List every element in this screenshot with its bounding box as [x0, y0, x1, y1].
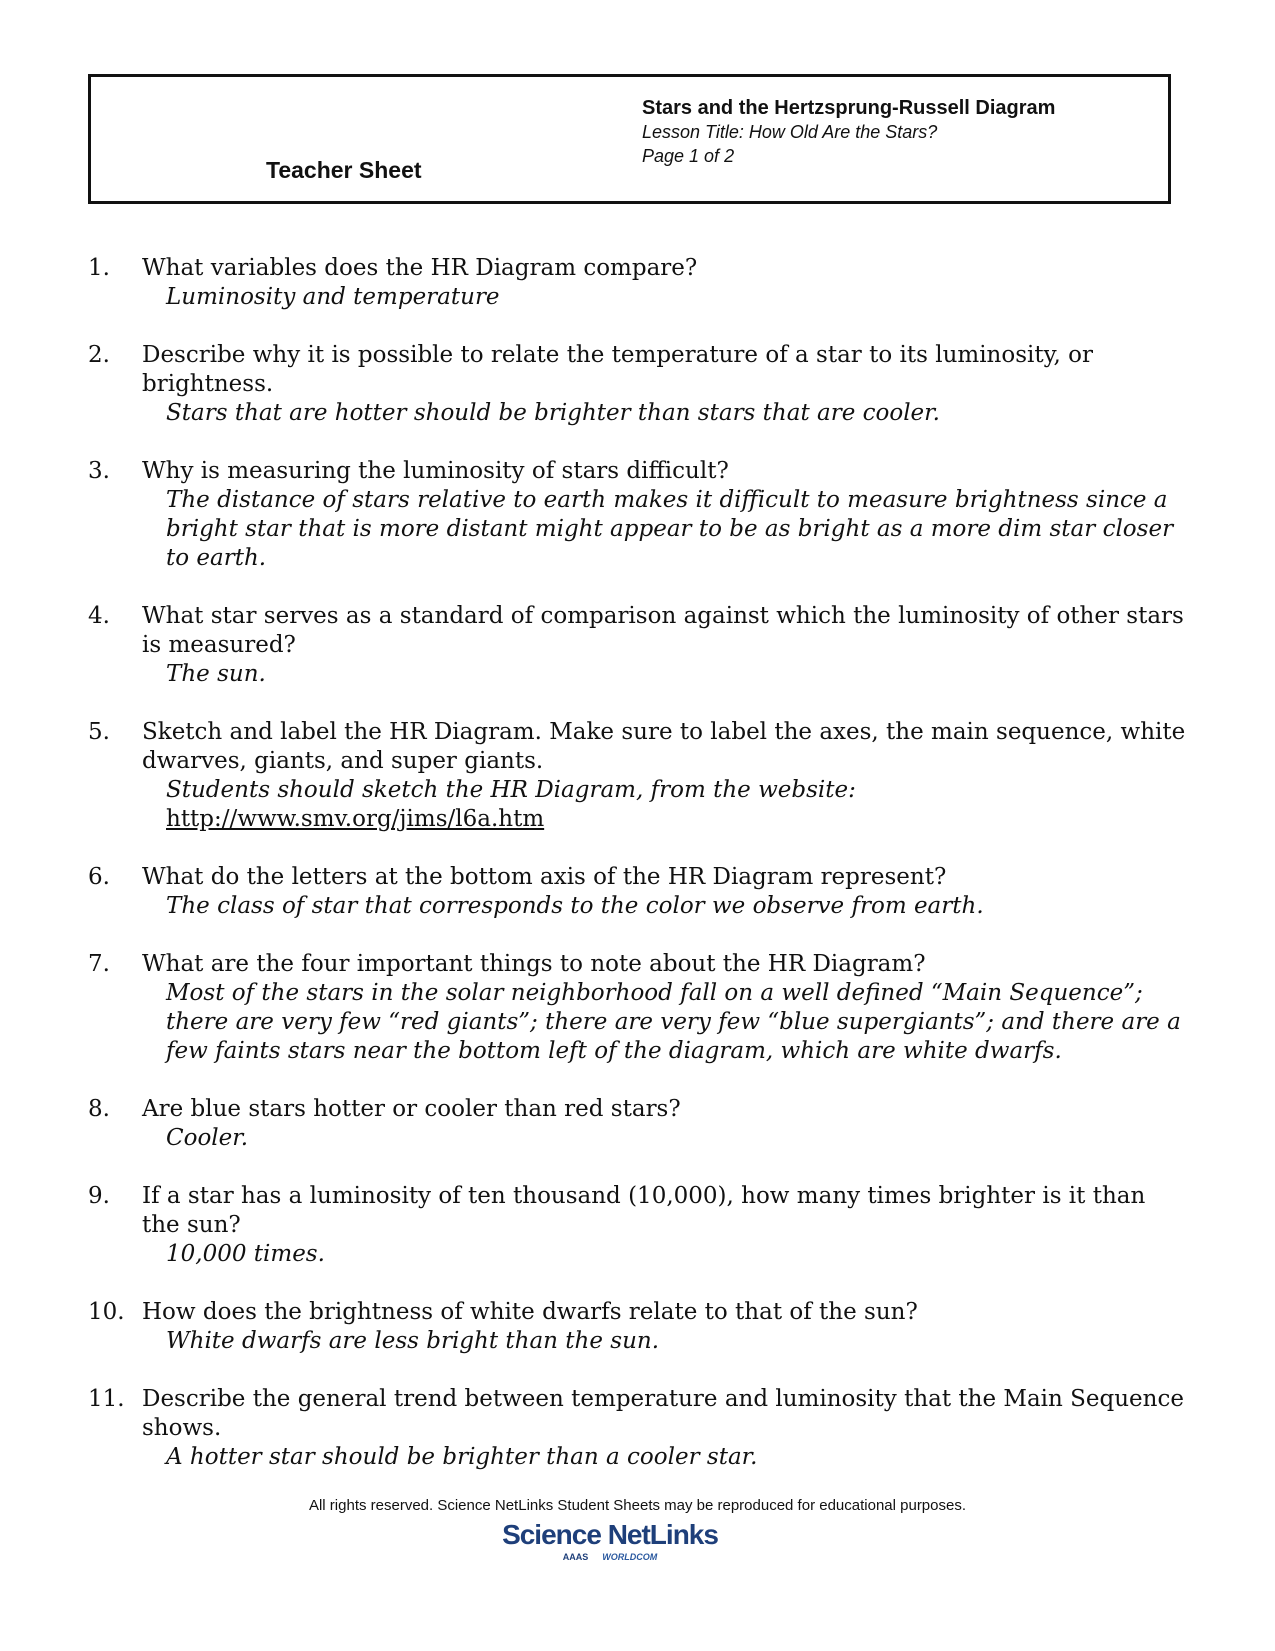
question-text: If a star has a luminosity of ten thousand (10,000), how many times brighter is it than the sun? [142, 1183, 1146, 1238]
answer-text: Students should sketch the HR Diagram, from the website: [166, 777, 856, 803]
answer-text: Most of the stars in the solar neighborhood fall on a well defined “Main Sequence”; there are very few “red giants”; there are very few “blue supergiants”; and there are a few faints stars near the bottom left of the diagram, which are white dwarfs. [166, 980, 1181, 1064]
question-item [88, 950, 1188, 1066]
question-text: Are blue stars hotter or cooler than red stars? [142, 1096, 681, 1122]
question-item [88, 863, 1188, 921]
logo-sponsors [490, 1552, 730, 1562]
question-text: What do the letters at the bottom axis of the HR Diagram represent? [142, 864, 947, 890]
question-item [88, 457, 1188, 573]
lesson-title: Lesson Title: How Old Are the Stars? [642, 122, 938, 142]
question-text: Describe why it is possible to relate the temperature of a star to its luminosity, or brightness. [142, 342, 1094, 397]
science-netlinks-logo [490, 1518, 730, 1574]
answer-text: The class of star that corresponds to the color we observe from earth. [166, 893, 984, 919]
answer-text: Luminosity and temperature [166, 284, 500, 310]
question-item [88, 1298, 1188, 1356]
question-number: 1. [88, 255, 110, 281]
document-title: Stars and the Hertzsprung-Russell Diagram [642, 97, 1056, 119]
answer-text: Stars that are hotter should be brighter than stars that are cooler. [166, 400, 940, 426]
question-item [88, 1385, 1188, 1472]
question-number: 10. [88, 1299, 125, 1325]
question-item [88, 1095, 1188, 1153]
question-number: 2. [88, 342, 110, 368]
question-text: Sketch and label the HR Diagram. Make sure to label the axes, the main sequence, white dwarves, giants, and super giants. [142, 719, 1186, 774]
question-number: 4. [88, 603, 110, 629]
answer-text: The distance of stars relative to earth makes it difficult to measure brightness since a bright star that is more distant might appear to be as bright as a more dim star closer to earth. [166, 487, 1174, 571]
page-number: Page 1 of 2 [642, 146, 735, 166]
answer-text: The sun. [166, 661, 266, 687]
question-text: What are the four important things to note about the HR Diagram? [142, 951, 926, 977]
question-item [88, 1182, 1188, 1269]
question-number: 11. [88, 1386, 125, 1412]
question-number: 8. [88, 1096, 110, 1122]
question-item [88, 254, 1188, 312]
question-item [88, 718, 1188, 834]
question-number: 6. [88, 864, 110, 890]
header-info [642, 96, 1055, 168]
question-text: Why is measuring the luminosity of stars difficult? [142, 458, 729, 484]
question-text: What variables does the HR Diagram compare? [142, 255, 698, 281]
logo-wordmark: Science NetLinks [502, 1519, 718, 1550]
question-number: 3. [88, 458, 110, 484]
worldcom-sponsor: WORLDCOM [602, 1552, 658, 1562]
question-item [88, 602, 1188, 689]
answer-text: 10,000 times. [166, 1241, 325, 1267]
question-number: 7. [88, 951, 110, 977]
question-text: What star serves as a standard of comparison against which the luminosity of other stars is measured? [142, 603, 1184, 658]
copyright-note: All rights reserved. Science NetLinks Student Sheets may be reproduced for educational purposes. [308, 1497, 967, 1514]
question-text: Describe the general trend between temperature and luminosity that the Main Sequence shows. [142, 1386, 1184, 1441]
answer-text: A hotter star should be brighter than a cooler star. [166, 1444, 758, 1470]
teacher-sheet-label: Teacher Sheet [266, 157, 422, 183]
question-list [88, 254, 1188, 1501]
question-item [88, 341, 1188, 428]
answer-text: White dwarfs are less bright than the sun. [166, 1328, 660, 1354]
answer-text: Cooler. [166, 1125, 249, 1151]
aaas-sponsor: AAAS [562, 1552, 589, 1562]
question-number: 5. [88, 719, 110, 745]
website-link[interactable]: http://www.smv.org/jims/l6a.htm [166, 806, 545, 832]
question-number: 9. [88, 1183, 110, 1209]
question-text: How does the brightness of white dwarfs relate to that of the sun? [142, 1299, 918, 1325]
